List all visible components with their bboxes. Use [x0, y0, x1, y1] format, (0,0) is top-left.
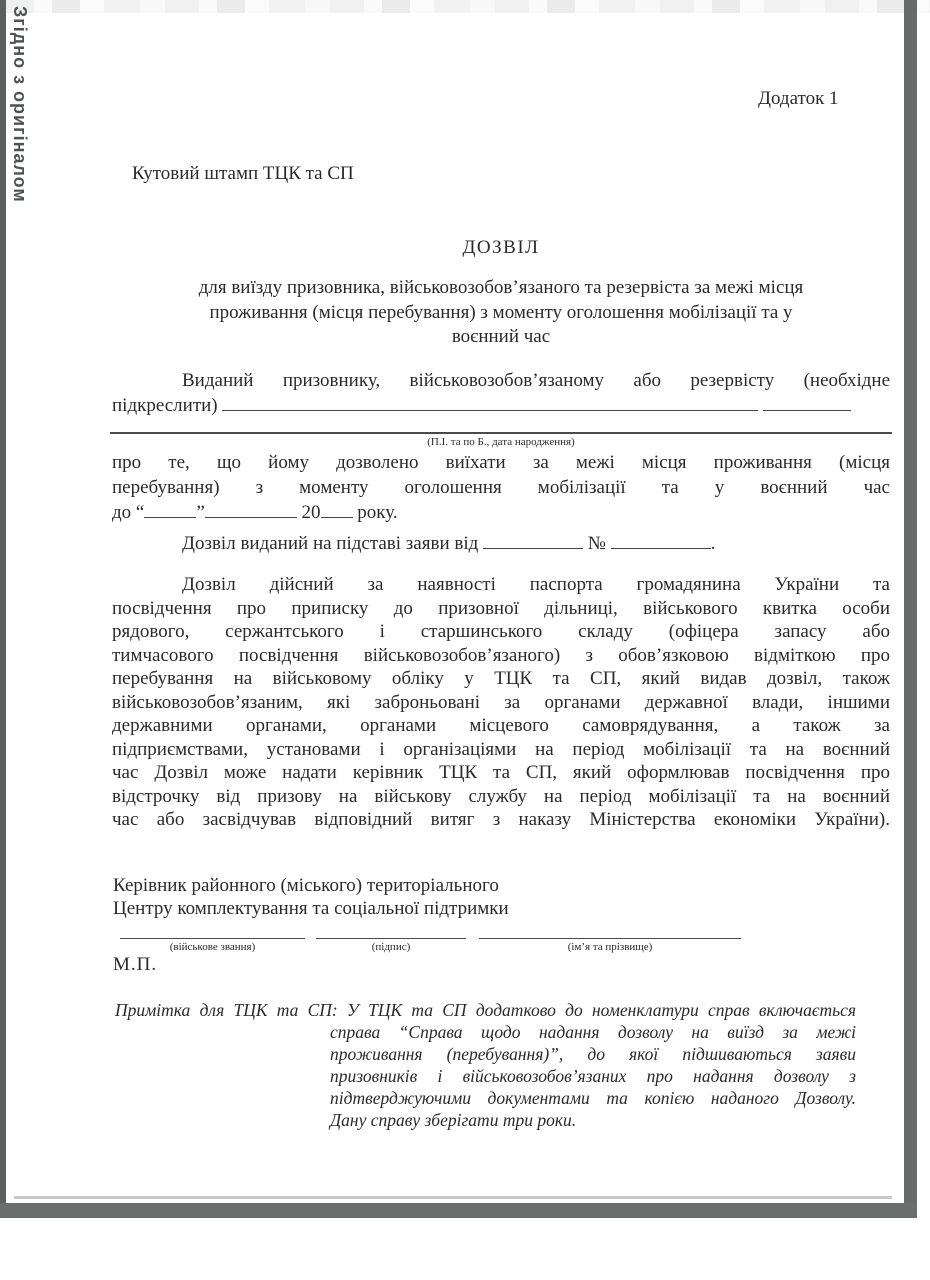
frame-right-bar: [904, 0, 917, 1217]
signature-block: [120, 924, 741, 953]
note-for-tck: [115, 999, 856, 1131]
basis-prefix: Дозвіл виданий на підставі заяви від: [182, 533, 479, 554]
corner-stamp-placeholder-label: Кутовий штамп ТЦК та СП: [132, 163, 354, 184]
fill-in-blank-name: [222, 397, 758, 411]
text-line: тимчасового посвідчення військовозобов’язаного) з обов’язковою відміткою про: [112, 644, 890, 666]
fill-in-blank-day: [144, 504, 196, 518]
officer-title-line: Центру комплектування та соціальної підтримки: [113, 898, 509, 919]
seal-placeholder: М.П.: [113, 954, 158, 975]
scan-top-edge-artifact: [0, 0, 930, 13]
text-line: відстрочку від призову на військову службу на період мобілізації та на воєнний: [112, 785, 890, 807]
certification-stamp-vertical: Згідно з оригіналом: [10, 6, 30, 203]
frame-left-bar: [0, 0, 6, 1217]
note-line: проживання (перебування)”, до якої підшиваються заяви: [330, 1044, 856, 1064]
text-line: про те, що йому дозволено виїхати за межі місця проживання (місця: [112, 452, 890, 473]
signature-line: [316, 924, 466, 939]
permission-paragraph: [112, 450, 890, 525]
text-line: посвідчення про приписку до призовної дільниці, військового квитка особи: [112, 597, 890, 619]
fill-in-blank-year: [321, 504, 353, 518]
fill-in-blank-application-date: [483, 535, 583, 549]
note-line: підтверджуючими документами та копією наданого Дозволу.: [330, 1088, 856, 1108]
text-line: Дозвіл дійсний за наявності паспорта громадянина України та: [182, 574, 890, 595]
note-label: Примітка для ТЦК та СП:: [115, 1000, 338, 1020]
text-line: перебування) з моменту оголошення мобілізації та у воєнний час: [112, 477, 890, 498]
note-line: [115, 999, 856, 1021]
text-line: Виданий призовнику, військовозобов’язаному або резервісту (необхідне: [182, 370, 890, 391]
frame-bottom-highlight: [14, 1196, 892, 1199]
document-title: ДОЗВІЛ: [462, 237, 540, 258]
validity-paragraph: [112, 573, 890, 832]
text-line: підприємствами, установами і організаціями на період мобілізації та на воєнний: [112, 738, 890, 760]
date-year-prefix: 20: [301, 502, 321, 523]
note-line: Дану справу зберігати три роки.: [330, 1110, 577, 1130]
signature-field-rank: [120, 924, 305, 953]
document-subtitle: [112, 276, 890, 350]
basis-period: .: [710, 533, 716, 554]
number-sign: №: [587, 533, 606, 554]
date-line: [112, 500, 890, 525]
signature-caption: (підпис): [371, 941, 411, 953]
frame-bottom-bar: [0, 1203, 917, 1218]
text-line: перебування на військовому обліку у ТЦК та СП, який видав дозвіл, також: [112, 668, 890, 689]
issued-to-paragraph: [112, 368, 890, 418]
appendix-label: Додаток 1: [758, 88, 839, 109]
name-line-caption: (П.І. та по Б., дата народження): [427, 436, 575, 448]
signature-field-fullname: [479, 924, 741, 953]
fill-in-blank-month: [205, 504, 297, 518]
issued-line2-word: підкреслити): [112, 395, 218, 416]
text-line: рядового, сержантського і старшинського складу (офіцера запасу або: [112, 621, 890, 642]
date-prefix: до “: [112, 502, 145, 523]
basis-line: [112, 533, 890, 555]
subtitle-line: воєнний час: [451, 326, 551, 347]
note-line: справа “Справа щодо надання дозволу на виїзд за межі: [330, 1022, 856, 1042]
officer-title-line: Керівник районного (міського) територіального: [113, 875, 499, 896]
date-close-quote: ”: [196, 502, 205, 523]
note-line: призовників і військовозобов’язаних про надання дозволу з: [330, 1066, 856, 1086]
signature-line: [120, 924, 305, 939]
text-line: час Дозвіл може надати керівник ТЦК та СП, який оформлював посвідчення про: [112, 762, 890, 783]
signature-field-signature: [316, 924, 466, 953]
fill-in-line-full-width: [110, 414, 892, 434]
subtitle-line: для виїзду призовника, військовозобов’язаного та резервіста за межі місця: [198, 277, 804, 298]
fill-in-blank-short: [763, 397, 851, 411]
text-line: час або засвідчував відповідний витяг з наказу Міністерства економіки України).: [112, 809, 890, 830]
subtitle-line: проживання (місця перебування) з моменту оголошення мобілізації та у: [209, 301, 793, 323]
signature-line: [479, 924, 741, 939]
text-line: військовозобов’язаним, які заброньовані за органами державної влади, іншими: [112, 691, 890, 713]
officer-title: [113, 874, 509, 920]
fill-in-blank-application-number: [611, 535, 711, 549]
signature-caption: (військове звання): [169, 941, 256, 953]
note-text: У ТЦК та СП додатково до номенклатури справ включається: [347, 1000, 857, 1020]
text-line: державними органами, органами місцевого самоврядування, а також за: [112, 715, 890, 736]
signature-caption: (ім’я та прізвище): [567, 941, 653, 953]
date-suffix: року.: [357, 502, 398, 523]
